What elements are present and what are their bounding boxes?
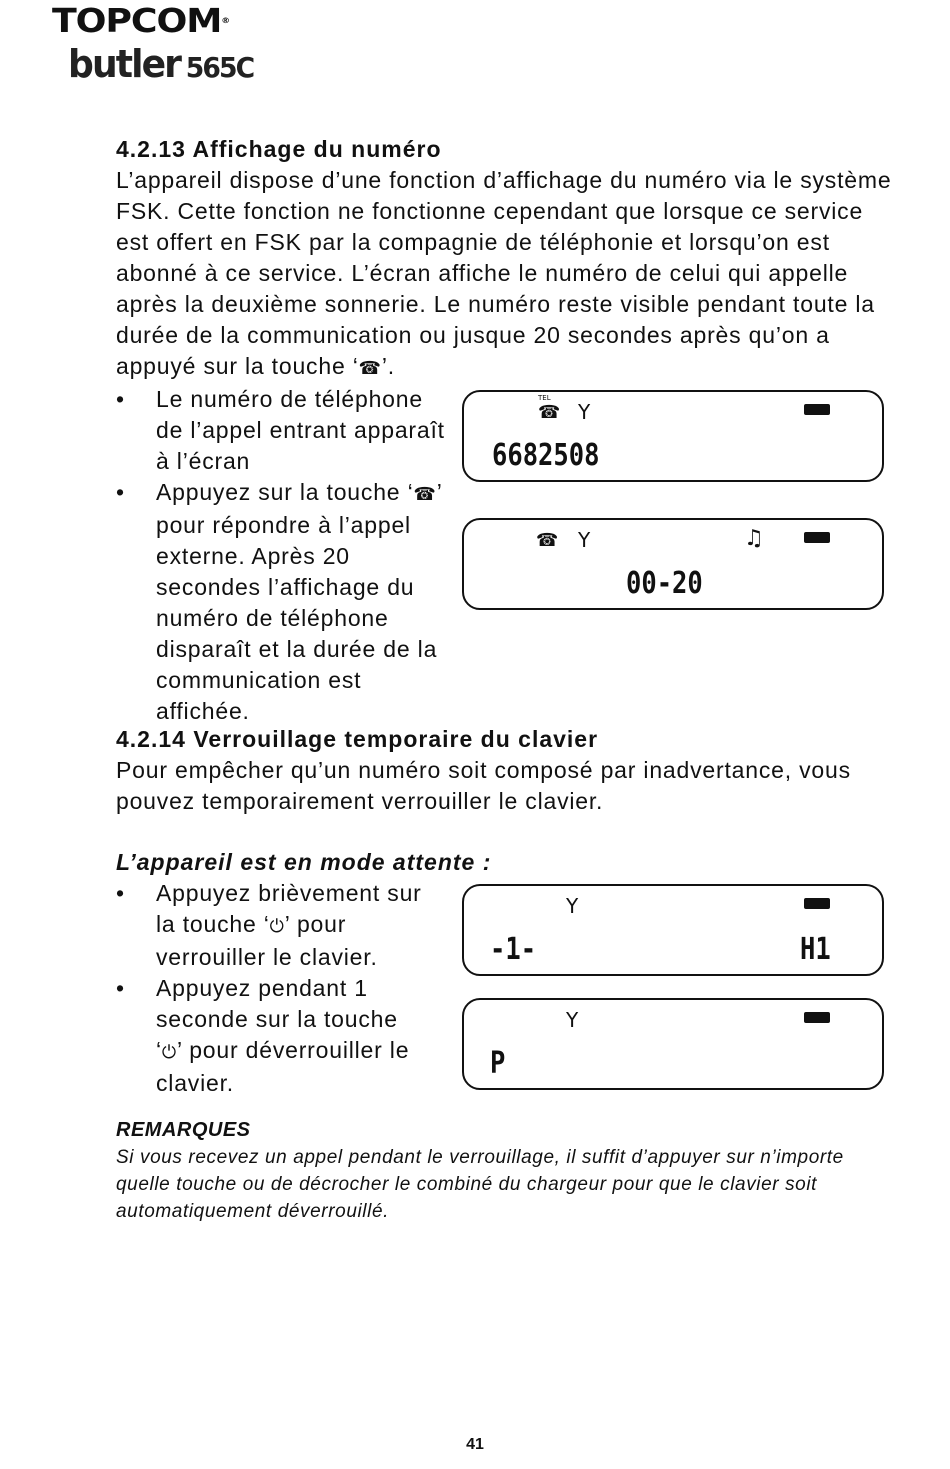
remarks-title: REMARQUES xyxy=(116,1119,251,1141)
antenna-icon: Y xyxy=(578,528,591,552)
antenna-icon: Y xyxy=(578,400,591,424)
model-logo: butler 565C xyxy=(68,42,254,86)
battery-icon xyxy=(804,1012,830,1023)
lcd-digits: 6682508 xyxy=(492,438,600,473)
lcd-screen-duration xyxy=(462,518,884,610)
bullet-incoming-number: • Le numéro de téléphone de l’appel entrant apparaît à l’écran xyxy=(116,384,456,477)
phone-icon: ☎ xyxy=(538,402,561,423)
standby-subheading: L’appareil est en mode attente : xyxy=(116,849,492,875)
keypad-lock-block xyxy=(116,878,896,1096)
lcd-screen-locked xyxy=(462,884,884,976)
lcd-digits: P xyxy=(490,1046,506,1081)
tel-label: TEL xyxy=(538,394,551,402)
battery-icon xyxy=(804,404,830,415)
power-icon: ⏻ xyxy=(161,1042,177,1063)
phone-icon: ☎ xyxy=(413,484,437,505)
section-title-4-2-14: 4.2.14 Verrouillage temporaire du clavier xyxy=(116,726,599,752)
page-content xyxy=(116,134,896,1225)
section-paragraph-4-2-13: L’appareil dispose d’une fonction d’affichage du numéro via le système FSK. Cette fonction ne fonctionne cependant que lorsque ce service est offert en FSK par la compagnie de téléphonie et lorsqu’on est abonné à ce service. L’écran affiche le numéro de celui qui appelle après la deuxième sonnerie. Le numéro reste visible pendant toute la durée de la communication ou jusque 20 secondes après qu’on a appuyé sur la touche ‘☎’. xyxy=(116,167,892,379)
lcd-screen-unlock xyxy=(462,998,884,1090)
battery-icon xyxy=(804,898,830,909)
music-note-icon: ♫ xyxy=(744,526,764,551)
section-paragraph-4-2-14: Pour empêcher qu’un numéro soit composé par inadvertance, vous pouvez temporairement verrouiller le clavier. xyxy=(116,757,851,814)
caller-id-block xyxy=(116,384,896,724)
page-number: 41 xyxy=(466,1436,484,1453)
battery-icon xyxy=(804,532,830,543)
logo xyxy=(52,0,263,90)
lcd-digits: 00-20 xyxy=(626,566,703,601)
remarks-text: Si vous recevez un appel pendant le verrouillage, il suffit d’appuyer sur n’importe quelle touche ou de décrocher le combiné du chargeur pour que le clavier soit automatiquement déverrouillé. xyxy=(116,1147,844,1222)
brand-logo: TOPCOM® xyxy=(52,1,229,40)
section-title-4-2-13: 4.2.13 Affichage du numéro xyxy=(116,136,442,162)
bullet-unlock: • Appuyez pendant 1 seconde sur la touche ‘⏻’ pour déverrouiller le clavier. xyxy=(116,973,426,1099)
bullet-answer-call: • Appuyez sur la touche ‘☎’ pour répondre à l’appel externe. Après 20 secondes l’affichage du numéro de téléphone disparaît et la durée de la communication est affichée. xyxy=(116,477,456,727)
lcd-handset-name: H1 xyxy=(800,932,831,967)
antenna-icon: Y xyxy=(566,1008,579,1032)
lcd-screen-incoming xyxy=(462,390,884,482)
bullet-lock: • Appuyez brièvement sur la touche ‘⏻’ pour verrouiller le clavier. xyxy=(116,878,426,973)
power-icon: ⏻ xyxy=(269,916,285,937)
antenna-icon: Y xyxy=(566,894,579,918)
phone-icon: ☎ xyxy=(358,358,382,379)
lcd-handset-number: -1- xyxy=(490,932,537,967)
phone-icon: ☎ xyxy=(536,530,559,551)
